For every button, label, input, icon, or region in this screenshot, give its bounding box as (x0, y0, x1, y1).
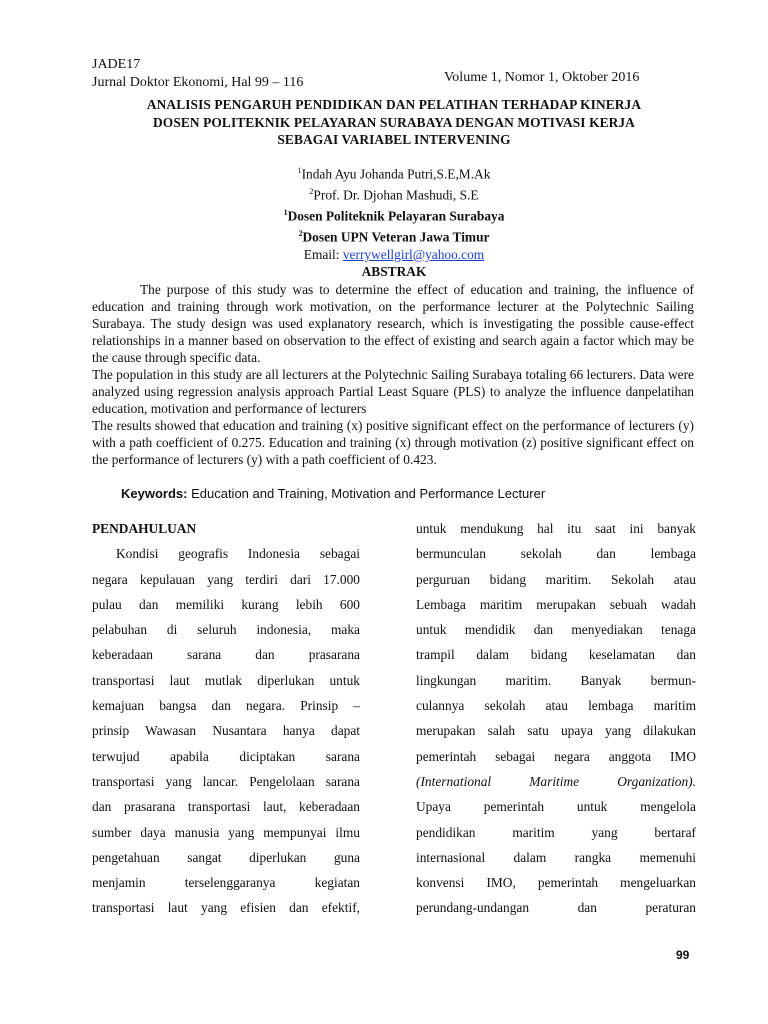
affiliation-1: $^1$Dosen Politeknik Pelayaran Surabaya (283, 207, 505, 224)
abstract-paragraph: The purpose of this study was to determine the effect of education and training, the influence of education and training through work motivation, on the performance lecturer at the Polytechnic Sailing Surabaya. The study design was used explanatory research, which is investigating the possible cause-effect relationships in a manner based on observation to the effect of existing and search again a factor which may be the cause through specific data. (92, 282, 694, 365)
body-line: Lembaga maritim merupakan sebuah wadah (416, 596, 696, 612)
page-number: 99 (676, 948, 690, 962)
body-line: keberadaan sarana dan prasarana (92, 647, 360, 663)
body-line: pulau dan memiliki kurang lebih 600 (92, 596, 360, 612)
body-line: untuk mendukung hal itu saat ini banyak (416, 521, 696, 536)
body-line: Upaya pemerintah untuk mengelola (416, 799, 696, 815)
journal-name: Jurnal Doktor Ekonomi, Hal 99 – 116 (92, 75, 304, 90)
body-line: Kondisi geografis Indonesia sebagai (116, 546, 360, 562)
body-line: lingkungan maritim. Banyak bermun- (416, 672, 696, 688)
author-2: $^2$Prof. Dr. Djohan Mashudi, S.E (309, 186, 479, 203)
paper-title (92, 96, 696, 149)
body-line: transportasi laut mutlak diperlukan untuk (92, 672, 360, 688)
body-line: merupakan salah satu upaya yang dilakukan (416, 723, 696, 739)
body-line: (International Maritime Organization). (416, 773, 696, 789)
journal-code: JADE17 (92, 57, 141, 72)
body-line: trampil dalam bidang keselamatan dan (416, 647, 696, 663)
keywords-text: Education and Training, Motivation and Performance Lecturer (187, 486, 546, 501)
body-line: pendidikan maritim yang bertaraf (416, 824, 696, 840)
body-line: culannya sekolah atau lembaga maritim (416, 698, 696, 714)
title-line: DOSEN POLITEKNIK PELAYARAN SURABAYA DENGAN MOTIVASI KERJA (153, 114, 635, 130)
body-line: bermunculan sekolah dan lembaga (416, 546, 696, 562)
body-line: menjamin terselenggaranya kegiatan (92, 875, 360, 891)
title-line: ANALISIS PENGARUH PENDIDIKAN DAN PELATIHAN TERHADAP KINERJA (146, 97, 642, 112)
author-1: $^1$Indah Ayu Johanda Putri,S.E,M.Ak (297, 166, 491, 182)
body-line: pemerintah sebagai negara anggota IMO (416, 748, 696, 764)
abstract-heading: ABSTRAK (361, 264, 427, 279)
left-column (92, 516, 360, 921)
body-line: kemajuan bangsa dan negara. Prinsip – (92, 698, 360, 714)
author-block (92, 162, 696, 263)
right-column (416, 516, 696, 921)
keywords-line (121, 486, 545, 501)
keywords-label: Keywords: (121, 486, 188, 501)
journal-header (92, 56, 303, 92)
body-line: negara kepulauan yang terdiri dari 17.000 (92, 571, 360, 587)
body-line: dan prasarana transportasi laut, keberadaan (92, 799, 360, 815)
body-line: untuk mendidik dan menyediakan tenaga (416, 622, 696, 638)
title-line: SEBAGAI VARIABEL INTERVENING (277, 132, 511, 147)
abstract-paragraph: The population in this study are all lecturers at the Polytechnic Sailing Surabaya totaling 66 lecturers. Data were analyzed using regression analysis approach Partial Least Square (PLS) to analyze the influence danpelatihan education, motivation and performance of lecturers (92, 367, 694, 416)
body-line: terwujud apabila diciptakan sarana (92, 748, 360, 764)
body-line: perundang-undangan dan peraturan (416, 900, 696, 916)
body-line: transportasi yang lancar. Pengelolaan sarana (92, 773, 360, 789)
body-line: perguruan bidang maritim. Sekolah atau (416, 571, 696, 587)
abstract-body (92, 281, 694, 468)
body-line: transportasi laut yang efisien dan efektif, (92, 900, 360, 916)
body-line: pelabuhan di seluruh indonesia, maka (92, 622, 360, 638)
abstract-paragraph: The results showed that education and training (x) positive significant effect on the performance of lecturers (y) with a path coefficient of 0.275. Education and training (x) through motivation (z) positive significant effect on the performance of lecturers (y) with a path coefficient of 0.423. (92, 418, 694, 467)
affiliation-2: $^2$Dosen UPN Veteran Jawa Timur (298, 228, 490, 245)
body-line: pengetahuan sangat diperlukan guna (92, 849, 360, 865)
body-line: internasional dalam rangka memenuhi (416, 849, 696, 865)
volume-info: Volume 1, Nomor 1, Oktober 2016 (444, 70, 640, 85)
body-line: prinsip Wawasan Nusantara hanya dapat (92, 723, 360, 739)
body-line: sumber daya manusia yang mempunyai ilmu (92, 824, 360, 840)
email-line: Email: verrywellgirl@yahoo.com (303, 246, 485, 262)
body-line: konvensi IMO, pemerintah mengeluarkan (416, 875, 696, 891)
email-link[interactable]: verrywellgirl@yahoo.com (342, 246, 485, 262)
section-heading: PENDAHULUAN (92, 521, 197, 536)
